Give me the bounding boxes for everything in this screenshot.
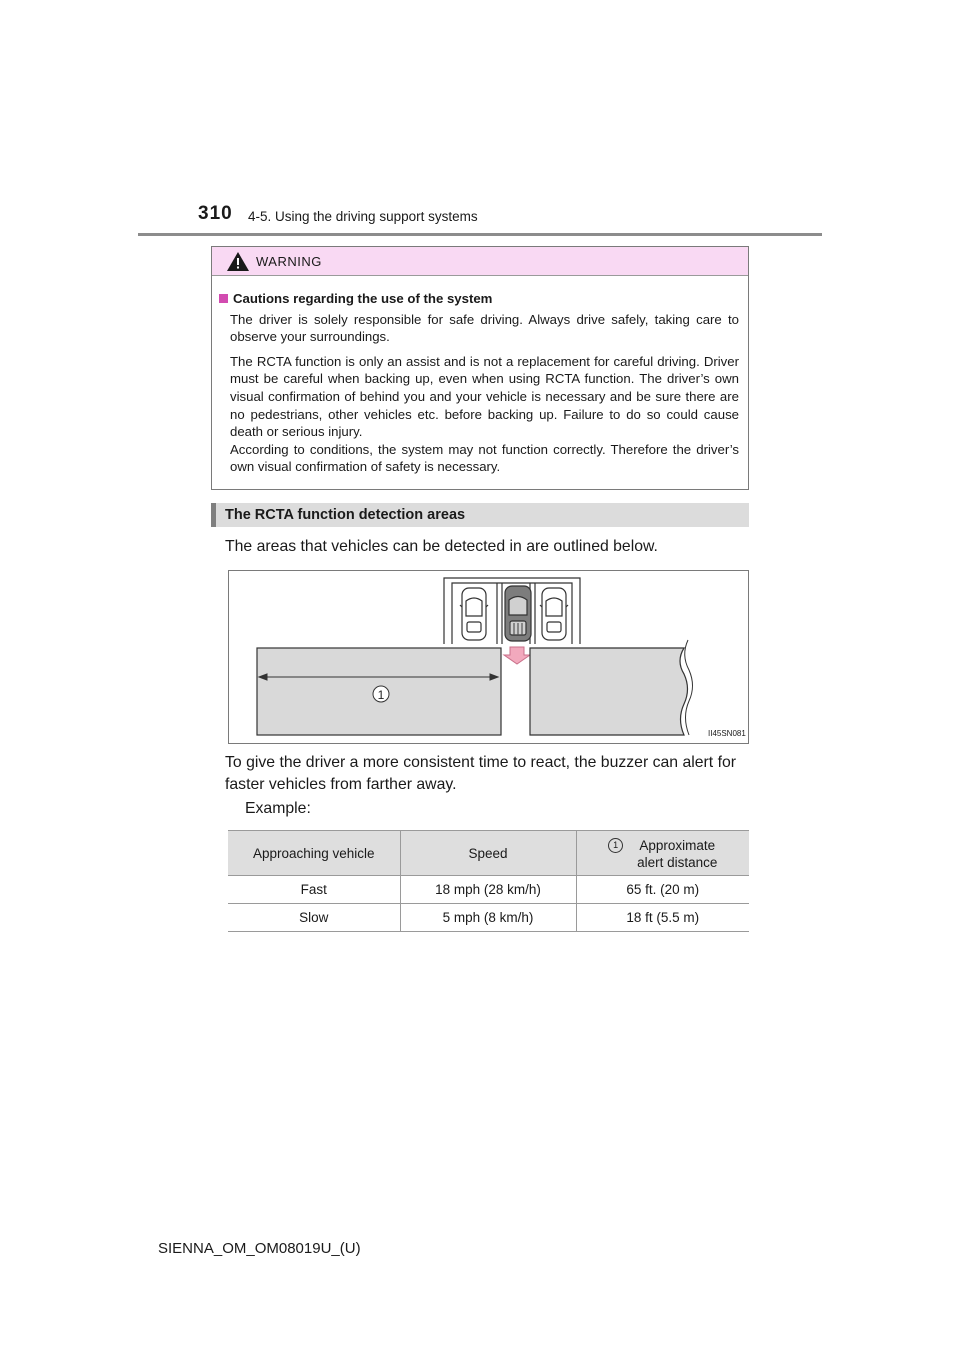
own-vehicle-icon (505, 586, 531, 641)
cell-distance: 18 ft (5.5 m) (576, 904, 749, 932)
section-heading: The RCTA function detection areas (225, 507, 466, 523)
detection-area-figure (228, 570, 749, 744)
section-heading-bar (211, 503, 749, 527)
table-row (228, 876, 749, 904)
header-approaching-vehicle: Approaching vehicle (228, 831, 400, 876)
warning-paragraph: The RCTA function is only an assist and is not a replacement for careful driving. Driver must be careful when backing up, even when using RCTA function. The driver’s own visual confirmation of behind you and your vehicle is necessary and be sure there are no pedestrians, other vehicles etc. before backing up. Failure to do so could cause death or serious injury. (230, 353, 739, 440)
example-label: Example: (245, 800, 311, 817)
table-row (228, 904, 749, 932)
cell-vehicle: Fast (228, 876, 400, 904)
warning-body (212, 276, 748, 476)
warning-heading (219, 290, 739, 308)
right-detection-area (530, 648, 688, 735)
warning-triangle-icon (227, 252, 249, 271)
cell-speed: 18 mph (28 km/h) (400, 876, 576, 904)
header-alert-distance (576, 831, 749, 876)
parked-car-left-icon (460, 588, 488, 640)
header-distance-line1: Approximate (639, 837, 716, 853)
chapter-section-title: 4-5. Using the driving support systems (248, 209, 478, 224)
header-distance-line2: alert distance (637, 854, 718, 870)
cell-distance: 65 ft. (20 m) (576, 876, 749, 904)
callout-number: 1 (377, 688, 385, 702)
alert-distance-table (228, 830, 749, 932)
warning-header (212, 247, 748, 276)
cell-vehicle: Slow (228, 904, 400, 932)
square-bullet-icon (219, 294, 228, 303)
intro-text: The areas that vehicles can be detected in are outlined below. (225, 538, 658, 555)
detection-area-diagram (229, 571, 750, 745)
warning-heading-text: Cautions regarding the use of the system (233, 291, 493, 306)
warning-box (211, 246, 749, 490)
warning-paragraph: According to conditions, the system may not function correctly. Therefore the driver’s own visual confirmation of safety is necessary. (230, 441, 739, 475)
page-number: 310 (198, 203, 233, 224)
figure-code: II45SN081 (708, 729, 746, 738)
header-speed: Speed (400, 831, 576, 876)
footer-doc-id: SIENNA_OM_OM08019U_(U) (158, 1240, 361, 1257)
cell-speed: 5 mph (8 km/h) (400, 904, 576, 932)
warning-paragraph: The driver is solely responsible for safe driving. Always drive safely, taking care to observe your surroundings. (230, 311, 739, 345)
explanation-text: To give the driver a more consistent time to react, the buzzer can alert for faster vehicles from farther away. (225, 754, 736, 793)
backing-direction-arrow-icon (504, 647, 530, 664)
parked-car-right-icon (540, 588, 568, 640)
warning-label: WARNING (256, 254, 322, 269)
header-rule (138, 233, 822, 236)
table-header-row (228, 831, 749, 876)
callout-number: 1 (608, 838, 623, 853)
